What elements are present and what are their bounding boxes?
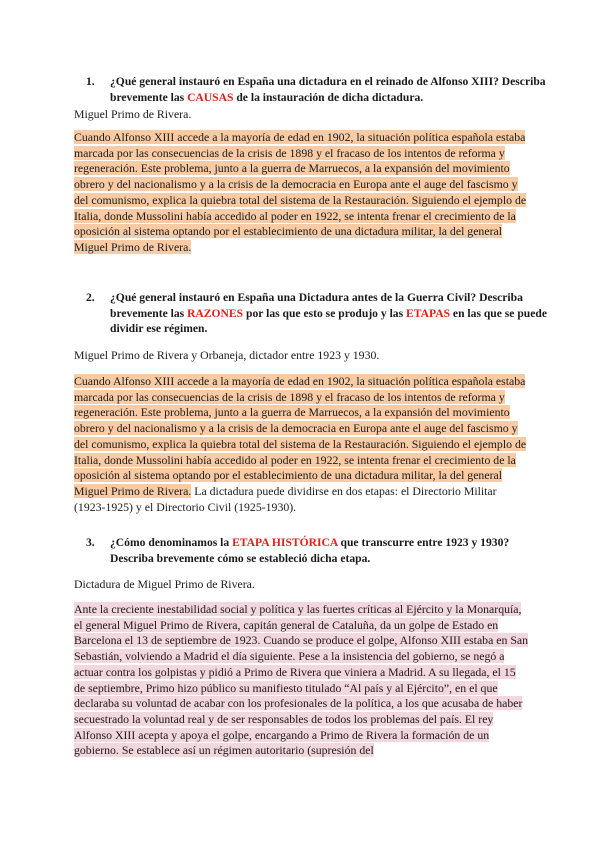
plain-text: La dictadura puede dividirse en dos etapas: el Directorio Militar (1923-1925) y el Directorio Civil (1925-1930). (74, 483, 497, 514)
keyword-causas: CAUSAS (187, 90, 234, 104)
keyword-etapa-historica: ETAPA HISTÓRICA (232, 536, 338, 549)
highlighted-text: Cuando Alfonso XIII accede a la mayoría de edad en 1902, la situación política española estaba marcada por las consecuencias de la crisis de 1898 y el fracaso de los intentos de reforma y regeneración. Este problema, junto a la guerra de Marruecos, a la expansión del movimiento obrero y del nacionalismo y a la crisis de la democracia en Europa ante el auge del fascismo y del comunismo, explica la quiebra total del sistema de la Restauración. Siguiendo el ejemplo de Italia, donde Mussolini había accedido al poder en 1922, se intenta frenar el crecimiento de la oposición al sistema optando por el establecimiento de una dictadura militar, la del general Miguel Primo de Rivera. (74, 374, 527, 498)
question-text: ¿Qué general instauró en España una Dictadura antes de la Guerra Civil? Describa brevemente las RAZONES por las que esto se produjo y las ETAPAS en las que se puede dividir ese régimen. (110, 291, 547, 335)
question-text: ¿Cómo denominamos la ETAPA HISTÓRICA que transcurre entre 1923 y 1930? Describa brevemente cómo se estableció dicha etapa. (110, 536, 510, 565)
paragraph-2 (74, 374, 529, 515)
paragraph-3 (74, 602, 529, 759)
question-number: 2. (86, 291, 95, 304)
question-number: 1. (86, 75, 95, 88)
question-number: 3. (86, 536, 95, 549)
paragraph-1 (74, 130, 529, 256)
question-text: ¿Qué general instauró en España una dictadura en el reinado de Alfonso XIII? Describa brevemente las CAUSAS de la instauración de dicha dictadura. (110, 75, 546, 104)
answer-1: Miguel Primo de Rivera. (74, 107, 192, 121)
highlighted-text: Cuando Alfonso XIII accede a la mayoría de edad en 1902, la situación política española estaba marcada por las consecuencias de la crisis de 1898 y el fracaso de los intentos de reforma y regeneración. Este problema, junto a la guerra de Marruecos, a la expansión del movimiento obrero y del nacionalismo y a la crisis de la democracia en Europa ante el auge del fascismo y del comunismo, explica la quiebra total del sistema de la Restauración. Siguiendo el ejemplo de Italia, donde Mussolini había accedido al poder en 1922, se intenta frenar el crecimiento de la oposición al sistema optando por el establecimiento de una dictadura militar, la del general Miguel Primo de Rivera. (74, 130, 527, 254)
highlighted-text: Ante la creciente inestabilidad social y política y las fuertes críticas al Ejército y la Monarquía, el general Miguel Primo de Rivera, capitán general de Cataluña, da un golpe de Estado en Barcelona el 13 de septiembre de 1923. Cuando se produce el golpe, Alfonso XIII estaba en San Sebastián, volviendo a Madrid el día siguiente. Pese a la insistencia del gobierno, se negó a actuar contra los golpistas y pidió a Primo de Rivera que viniera a Madrid. A su llegada, el 15 de septiembre, Primo hizo público su manifiesto titulado “Al país y al Ejército”, en el que declaraba su voluntad de acabar con los profesionales de la política, a los que acusaba de haber secuestrado la voluntad real y de ser responsables de todos los problemas del país. El rey Alfonso XIII acepta y apoya el golpe, encargando a Primo de Rivera la formación de un gobierno. Se establece así un régimen autoritario (supresión del (74, 602, 529, 758)
answer-3: Dictadura de Miguel Primo de Rivera. (74, 577, 255, 591)
keyword-razones: RAZONES (187, 306, 244, 320)
answer-2: Miguel Primo de Rivera y Orbaneja, dictador entre 1923 y 1930. (74, 348, 380, 362)
keyword-etapas: ETAPAS (406, 306, 451, 320)
